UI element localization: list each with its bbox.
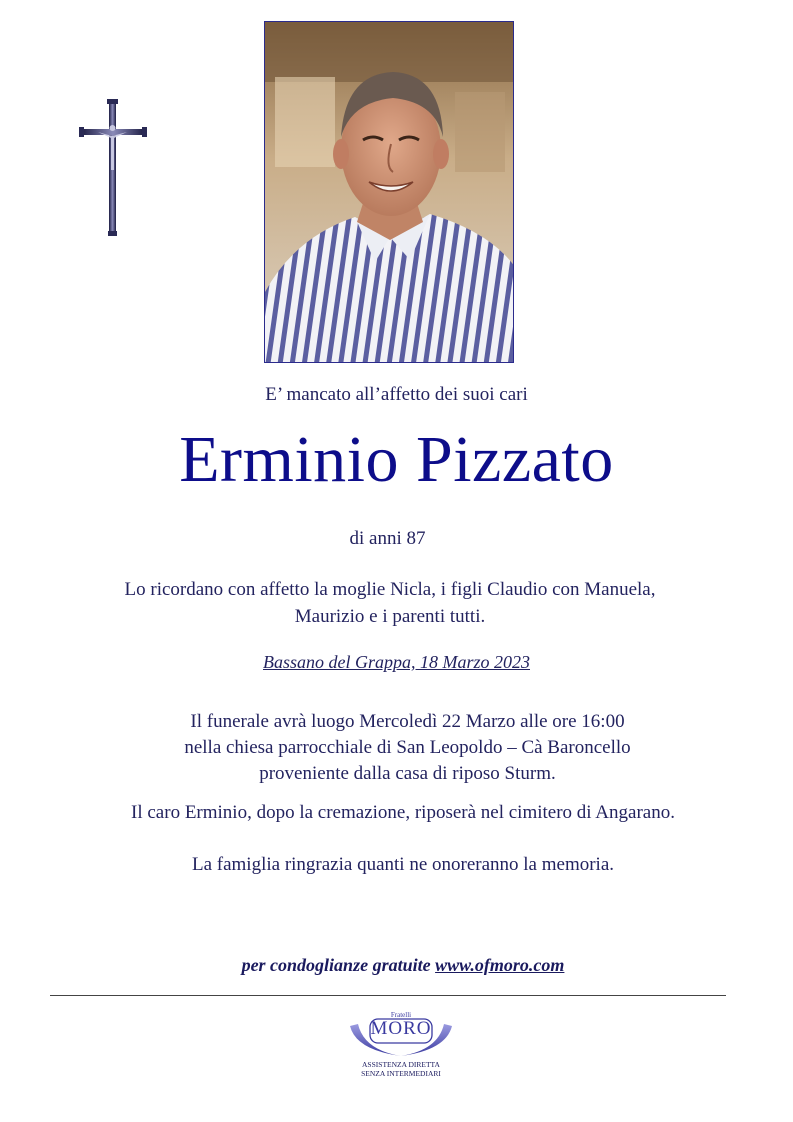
logo-tagline-2: SENZA INTERMEDIARI — [361, 1069, 441, 1078]
crucifix-icon — [78, 98, 148, 238]
logo-small-text: Fratelli — [390, 1011, 412, 1019]
cremation-text: Il caro Erminio, dopo la cremazione, riposerà nel cimitero di Angarano. — [131, 802, 675, 823]
moro-logo — [346, 1010, 456, 1082]
deceased-name: Erminio Pizzato — [179, 423, 614, 496]
logo-tagline-1: ASSISTENZA DIRETTA — [362, 1060, 440, 1069]
funeral-line-1: Il funerale avrà luogo Mercoledì 22 Marzo alle ore 16:00 — [190, 711, 625, 732]
intro-text: E’ mancato all’affetto dei suoi cari — [265, 384, 528, 405]
funeral-info — [0, 709, 793, 787]
divider — [50, 995, 726, 996]
funeral-line-2: nella chiesa parrocchiale di San Leopoldo – Cà Baroncello — [184, 737, 631, 758]
condolences-text: per condoglianze gratuite — [241, 955, 436, 975]
remembrance-line-1: Lo ricordano con affetto la moglie Nicla, i figli Claudio con Manuela, — [124, 579, 656, 600]
condolences-link[interactable]: www.ofmoro.com — [435, 955, 565, 975]
place-date-text: Bassano del Grappa, 18 Marzo 2023 — [262, 652, 530, 672]
age-text: di anni 87 — [349, 528, 426, 549]
condolences-line — [0, 955, 793, 976]
remembrance-text — [0, 576, 780, 630]
place-date — [0, 652, 793, 673]
funeral-line-3: proveniente dalla casa di riposo Sturm. — [259, 763, 556, 784]
portrait-photo — [264, 21, 514, 363]
thanks-text: La famiglia ringrazia quanti ne onoreranno la memoria. — [191, 854, 615, 875]
remembrance-line-2: Maurizio e i parenti tutti. — [294, 606, 486, 627]
logo-brand: MORO — [370, 1018, 432, 1039]
